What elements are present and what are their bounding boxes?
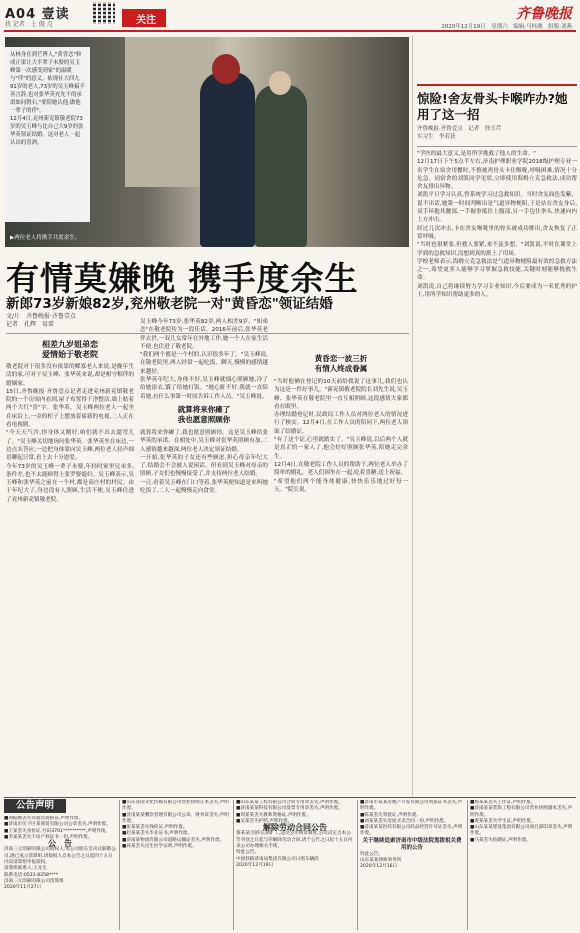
side-story-body: "学医的最大意义,是用所学挽救了他人的生命。" 12月17日下午5点半左右,济南护理职业学院2018级护理专业一名学生在宿舍用餐时,不慎被鸡骨头卡住喉咙,呼吸困难,情况十分危急。同宿舍的刘凯同学见状,立即使用海姆立克急救法,成功帮舍友排出异物。 刘凯平日学习认真,曾系统学习过急救知识。当时舍友面色发紫、说不出话,她第一时间判断出是气道异物梗阻,于是站在舍友身后,双手环抱其腰部,一手握拳抵住上腹部,另一手包住拳头,快速向内上方冲击。 经过几次冲击,卡在舍友喉咙里的骨头被成功排出,舍友恢复了正常呼吸。 "当时也很紧张,但救人要紧,来不及多想。"刘凯说,平时在课堂上学到的急救知识,没想到真的派上了用场。 学校老师表示,海姆立克急救法是气道异物梗阻最有效的急救方法之一,希望更多人能够学习掌握急救技能,关键时刻能够挽救生命。 刘凯说,自己将继续努力学习专业知识,今后要成为一名优秀的护士,用所学知识帮助更多的人。 xyxy=(417,151,577,299)
notice-column-3 xyxy=(236,800,354,930)
side-story-headline: 惊险!舍友骨头卡喉咋办?她用了这一招 xyxy=(417,91,568,122)
notice-separator-3 xyxy=(357,800,358,930)
notice-column-5 xyxy=(470,800,576,930)
notice-column-2-text: ■山东谷雨文化传媒有限公司营业执照正本丢失,声明作废。 ■济南某某餐饮管理有限公司公章、财务章丢失,声明作废。 ■张某某丢失残疾证,声明作废。 ■赵某某丢失毕业证书,声明作废。 ■济南某物流有限公司道路运输证丢失,声明作废。 ■孙某丢失出生医学证明,声明作废。 xyxy=(122,800,229,850)
photo-bride-head xyxy=(212,54,240,84)
editor-line: 扰 记者 上 傲 点 xyxy=(5,21,53,28)
article-column-2 xyxy=(140,318,268,792)
photo-bride xyxy=(200,72,255,247)
byline-line-1: 文/片 齐鲁晚报·齐鲁壹点 xyxy=(6,313,76,320)
notice-column-4-text: ■济南市某某房地产开发有限公司资质证书丢失,声明作废。 ■陈某丢失驾驶证,声明作废。 ■刘某某丢失房屋买卖合同一份,声明作废。 ■济南某某医药有限公司药品经营许可证丢失,声明作废。 xyxy=(360,800,463,837)
photo-caption: ▶两位老人将携手共度余生。 xyxy=(10,235,81,241)
notice-column-3-title: 解除劳动合同公告 xyxy=(263,823,327,833)
lead-photo xyxy=(5,37,409,247)
notice-column-4 xyxy=(360,800,464,930)
column-3-title: 黄昏恋一波三折 有情人终成眷属 xyxy=(314,354,368,373)
side-story-byline xyxy=(417,125,577,141)
column-1-text: 敬老院对于很多没有依靠的鳏寡老人来说,是晚年生活的家,可对于吴玉峰、张华英来说,却是相守相伴的婚姻家。 15日,齐鲁晚报·齐鲁壹点记者走进兖州新兖镇敬老院的一个房间内看到,屋子布置得干净整洁,墙上贴着两个大红"喜"字。张华英、吴玉峰两位老人一起坐在床沿上,一旁的柜子上摆放着崭新的电视,二人正在看电视剧。 "今天天气冷,你身体又刚好,咱们就不出去遛弯儿了。"吴玉峰关切地询问张华英。张华英坐在床边,一边点头答应,一边把身体靠向吴玉峰,两位老人轻声细语聊起日常,看上去十分恩爱。 今年73岁的吴玉峰一辈子未娶,年轻时家里兄弟多,条件差,也不太能顾得上张罗娶媳妇。吴玉峰表示,吴玉峰和张华英之前在一个村,都是高庄村的村民。由于年纪大了,身边没有人照顾,生活不便,吴玉峰住进了兖州新兖镇敬老院。 xyxy=(6,364,134,503)
qr-code-overlay xyxy=(93,2,115,24)
article-byline xyxy=(6,313,76,329)
photo-caption-box: 从林身在到芒博人,"黄昏恋"修成正果让大半辈子未娶的吴玉峰第一次感受到家"的温暖与"伴"的意义。依现社大四九91岁的老人,73岁的吴玉峰搞不善言辞,也对张华英充先不的承诺如同磐石,"要陪她认他,做他一辈子的伴"。 12月4日,兖州新兖镇敬老院73岁的吴玉峰与比自己大9岁的张华英领证结婚。这对老人一起认出的喜酒。 xyxy=(5,47,90,222)
column-1-title: 相差九岁姐弟恋 爱情始于敬老院 xyxy=(42,340,98,359)
column-3-text: "当时他俩在登记的10天前给我说了这事儿,我们也认为这是一件好事儿。"新兖镇敬老院院长刘先生说,吴玉峰、张华英在敬老院里一直互相照顾,这段感情大家都看在眼里。 办理结婚登记时,民政局工作人员对两位老人的情况进行了核实。12月4日,在工作人员的陪同下,两位老人领取了结婚证。 "有了这个证,心里就踏实了。"吴玉峰说,以后两个人就是真正的一家人了,他会好好照顾张华英,陪她走完余生。 12月4日,在敬老院工作人员的帮助下,两位老人举办了简单的婚礼。老人们围坐在一起,吃着喜糖,送上祝福。 "希望他们两个能身体健康,快快乐乐地过好每一天。"院长说。 xyxy=(274,379,408,493)
notice-column-2 xyxy=(122,800,230,930)
notice-column-3-text: ■山东某某工程有限公司合同专用章丢失,声明作废。 ■济南某某科技有限公司发票专用章丢失,声明作废。 ■周某某丢失教师资格证,声明作废。 ■吴某丢失护照,声明作废。 xyxy=(236,800,343,824)
side-byline-2: 实习生 李若获 xyxy=(417,134,456,140)
photo-groom xyxy=(255,85,307,247)
notice-separator-4 xyxy=(467,800,468,930)
notice-column-1-body: 济南三元印刷有限公司债权人:本公司股东会决议解散公司,现已成立清算组,请债权人自本公告之日起四十五日内向清算组申报债权。 清算组联系人:王先生 联系电话:0531-8258**** 济南三元印刷有限公司清算组 2020年11月27日 xyxy=(4,847,116,891)
article-headline: 有情莫嫌晚 携手度余生 xyxy=(6,259,359,298)
article-subhead: 新郎73岁新娘82岁,兖州敬老院一对"黄昏恋"领证结婚 xyxy=(6,296,333,312)
article-column-1 xyxy=(6,337,134,792)
notice-column-4-title: 关于继续追索济南市中级法院划拨相关费用的公告 xyxy=(362,837,462,851)
column-2-title: 就算将来你瘫了 我也愿意照顾你 xyxy=(177,404,231,424)
notice-column-1-title: 公 告 xyxy=(48,839,72,849)
article-column-3 xyxy=(274,318,408,792)
header-rule xyxy=(4,30,576,32)
column-2-text: 吴玉峰今年73岁,张华英82岁,两人相差9岁。"姐弟恋"在敬老院传为一段佳话。2016年前后,张华英老伴去世,一双儿女常年在外地工作,她一个人在家生活不便,也住进了敬老院。 "我们两个都是一个村的,认识很多年了。"吴玉峰说,在敬老院里,两人经常一起吃饭、聊天,慢慢的感情越来越好。 张华英年纪大,身体不好,吴玉峰就细心照顾她,冷了给她添衣,饿了给她打饭。"她心脏不好,我就一直陪着她,有什么事第一时间告诉工作人员。"吴玉峰说。 xyxy=(140,319,268,400)
side-story-bar xyxy=(417,84,577,86)
photo-doorway xyxy=(125,37,210,187)
column-2-text-b: 就算将来你瘫了,我也愿意照顾你。这是吴玉峰给张华英的承诺。在相处中,吴玉峰对张华英照顾有加,二人感情越来越深,两位老人决定领证结婚。 一开始,张华英的子女还有些顾虑,担心母亲年纪大了,结婚会不会被人说闲话。但看到吴玉峰对母亲的照顾,子女们也慢慢接受了,并支持两位老人结婚。 一日,看着吴玉峰在门口等着,张华英便知道是来叫她吃饭了,二人一起慢慢走向食堂。 xyxy=(140,429,268,495)
notices-heading: 公告声明 xyxy=(4,799,66,813)
dateline: 2020年12月19日 星期六 编辑:马桂潍 组版:刘燕 xyxy=(441,24,572,30)
notice-column-3-body: 鲁某某:因你长期旷工,违反公司规章制度,公司决定自本公告刊登之日起与你解除劳动合同,请于公告之日起十五日内来公司办理相关手续。 特此公告。 中国铁路济南局集团有限公司日照车辆段 2020年12月19日 xyxy=(236,831,353,868)
side-byline-1: 齐鲁晚报·齐鲁壹点 记者 徐玉芹 xyxy=(417,126,502,132)
byline-line-2: 记者 孔辉 易雷 xyxy=(6,321,55,328)
section-tag: 关注 xyxy=(122,9,166,27)
notice-column-1-text: ■刘振刚丢失驾驶员资格证,声明作废。 ■济南市历下区某商贸有限公司公章丢失,声明作废。 ■王某丢失身份证,号码3701**********,声明作废。 ■李某某丢失不动产权证书一份,声明作废。 xyxy=(4,816,111,840)
notice-column-4-body: 特此公告。 山东某某律师事务所 2020年12月16日 xyxy=(360,851,402,870)
side-story-divider xyxy=(417,146,577,147)
notice-separator-1 xyxy=(119,800,120,930)
notice-column-5-text: ■杨某某丢失工作证,声明作废。 ■济南某某装饰工程有限公司营业执照副本丢失,声明作废。 ■黄某某丢失学生证,声明作废。 ■山东某某建设集团有限公司项目部印章丢失,声明作废。 ■马某丢失结婚证,声明作废。 xyxy=(470,800,573,843)
notice-column-1 xyxy=(4,816,116,930)
notice-separator-2 xyxy=(233,800,234,930)
notices-rule xyxy=(4,797,576,798)
page-number: A04 壹读 xyxy=(5,7,70,22)
photo-groom-head xyxy=(269,71,291,95)
column-rule xyxy=(412,36,413,796)
newspaper-logo: 齐鲁晚报 xyxy=(516,6,572,22)
